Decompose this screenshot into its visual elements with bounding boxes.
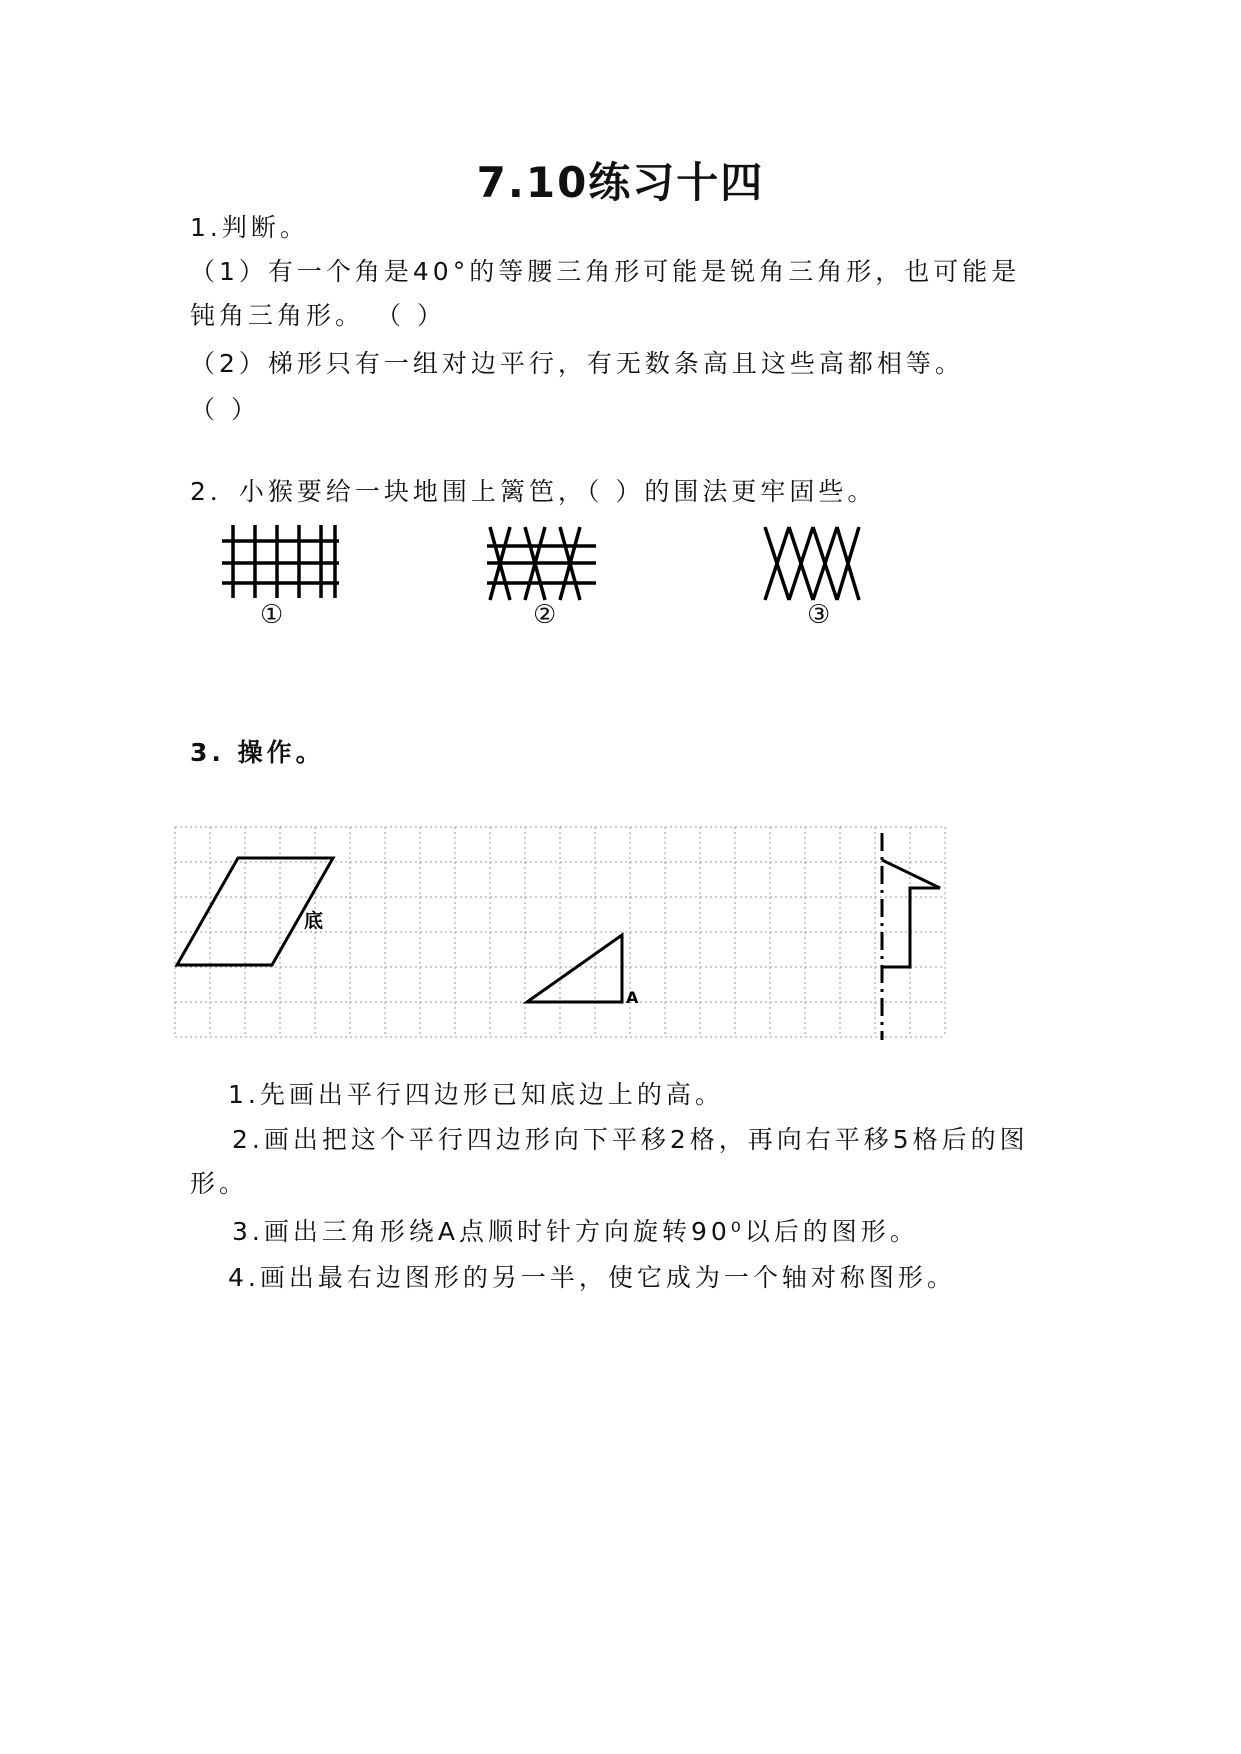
page-title: 7.10练习十四: [476, 158, 765, 207]
q1-item1-line2: 钝角三角形。 （ ）: [190, 301, 446, 330]
base-label: 底: [304, 910, 324, 932]
fence-label-2: ②: [533, 600, 557, 630]
instruction-2: 2.画出把这个平行四边形向下平移2格，再向右平移5格后的图: [232, 1125, 1029, 1154]
q1-item2-line1: （2）梯形只有一组对边平行，有无数条高且这些高都相等。: [190, 349, 964, 378]
q1-item2-line2: （ ）: [190, 395, 260, 424]
right-triangle: [527, 935, 622, 1002]
fence-1: [222, 525, 339, 598]
fence-3: [765, 527, 859, 600]
instruction-3: 3.画出三角形绕A点顺时针方向旋转90⁰以后的图形。: [232, 1217, 919, 1246]
q3-heading: 3. 操作。: [190, 738, 325, 767]
fence-figures: [0, 0, 1241, 700]
instruction-1: 1.先画出平行四边形已知底边上的高。: [228, 1080, 724, 1109]
point-a-label: A: [626, 988, 639, 1007]
fence-label-1: ①: [260, 600, 284, 630]
q1-heading: 1.判断。: [190, 213, 309, 242]
q2-text: 2．小猴要给一块地围上篱笆，（ ）的围法更牢固些。: [190, 477, 877, 506]
instruction-4: 4.画出最右边图形的另一半，使它成为一个轴对称图形。: [228, 1263, 956, 1292]
fence-2: [487, 527, 596, 600]
half-shape: [882, 860, 940, 967]
fence-label-3: ③: [807, 600, 831, 630]
grid-figure: [172, 825, 952, 1045]
instruction-2-cont: 形。: [190, 1169, 249, 1198]
q1-item1-line1: （1）有一个角是40°的等腰三角形可能是锐角三角形，也可能是: [190, 257, 1021, 286]
